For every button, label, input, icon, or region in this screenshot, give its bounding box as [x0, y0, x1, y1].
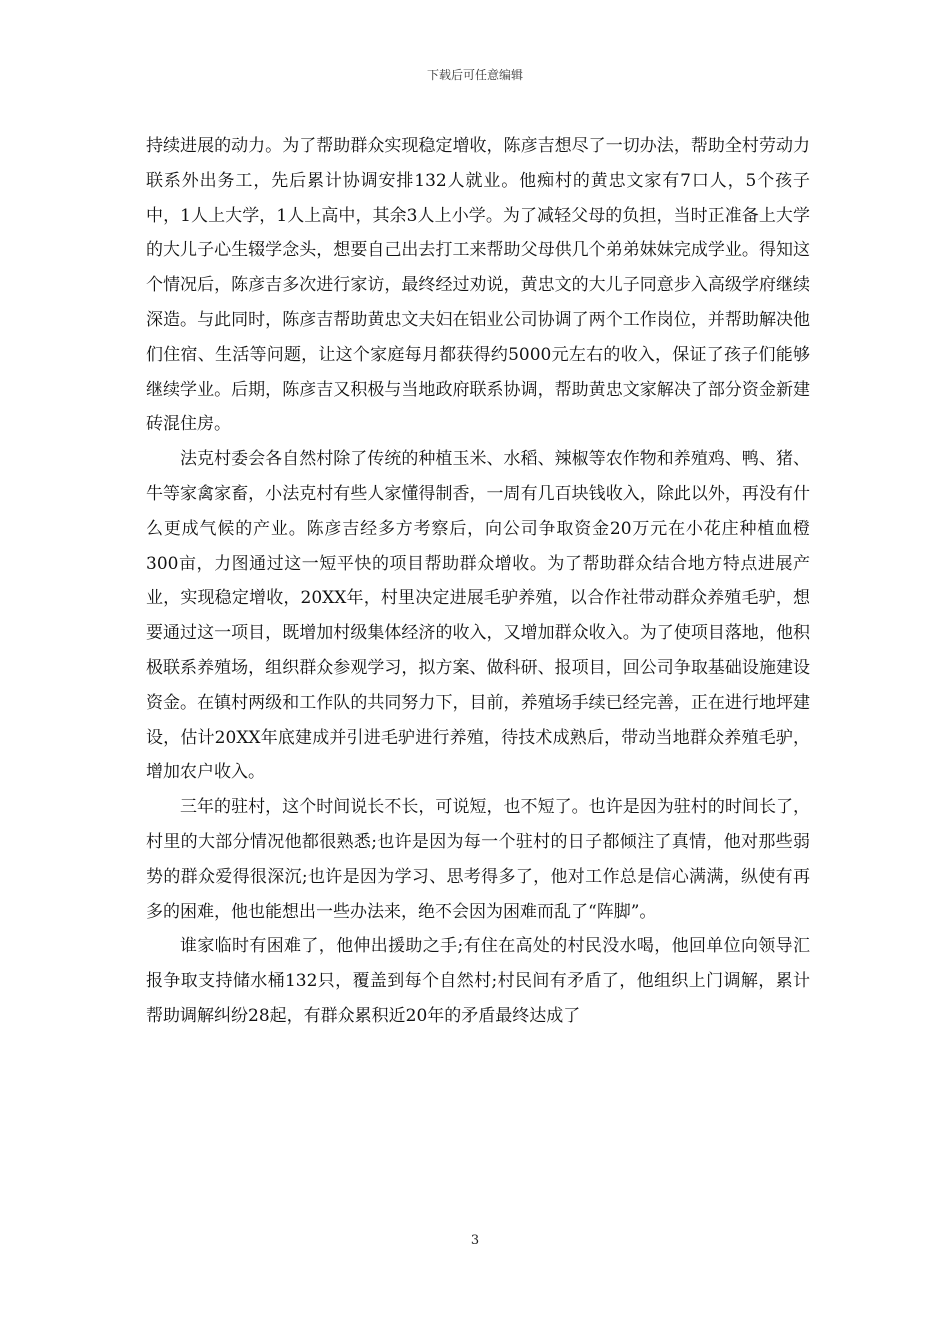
body-paragraph: 谁家临时有困难了，他伸出援助之手;有住在高处的村民没水喝，他回单位向领导汇报争取支持储水桶132只，覆盖到每个自然村;村民间有矛盾了，他组织上门调解，累计帮助调解纠纷28起，有群众累积近20年的矛盾最终达成了 [146, 936, 810, 1026]
page-number: 3 [470, 1233, 480, 1248]
body-paragraph: 法克村委会各自然村除了传统的种植玉米、水稻、辣椒等农作物和养殖鸡、鸭、猪、牛等家禽家畜，小法克村有些人家懂得制香，一周有几百块钱收入，除此以外，再没有什么更成气候的产业。陈彦吉经多方考察后，向公司争取资金20万元在小花庄种植血橙300亩，力图通过这一短平快的项目帮助群众增收。为了帮助群众结合地方特点进展产业，实现稳定增收，20XX年，村里决定进展毛驴养殖，以合作社带动群众养殖毛驴，想要通过这一项目，既增加村级集体经济的收入，又增加群众收入。为了使项目落地，他积极联系养殖场，组织群众参观学习，拟方案、做科研、报项目，回公司争取基础设施建设资金。在镇村两级和工作队的共同努力下，目前，养殖场手续已经完善，正在进行地坪建设，估计20XX年底建成并引进毛驴进行养殖，待技术成熟后，带动当地群众养殖毛驴，增加农户收入。 [146, 449, 810, 783]
body-paragraph: 三年的驻村，这个时间说长不长，可说短，也不短了。也许是因为驻村的时间长了，村里的大部分情况他都很熟悉;也许是因为每一个驻村的日子都倾注了真情，他对那些弱势的群众爱得很深沉;也许是因为学习、思考得多了，他对工作总是信心满满，纵使有再多的困难，他也能想出一些办法来，绝不会因为困难而乱了“阵脚”。 [146, 797, 810, 922]
document-body [146, 129, 810, 1034]
page-header: 下载后可任意编辑 [426, 68, 523, 82]
body-paragraph: 持续进展的动力。为了帮助群众实现稳定增收，陈彦吉想尽了一切办法，帮助全村劳动力联系外出务工，先后累计协调安排132人就业。他痴村的黄忠文家有7口人，5个孩子中，1人上大学，1人上高中，其余3人上小学。为了减轻父母的负担，当时正准备上大学的大儿子心生辍学念头，想要自己出去打工来帮助父母供几个弟弟妹妹完成学业。得知这个情况后，陈彦吉多次进行家访，最终经过劝说，黄忠文的大儿子同意步入高级学府继续深造。与此同时，陈彦吉帮助黄忠文夫妇在铝业公司协调了两个工作岗位，并帮助解决他们住宿、生活等问题，让这个家庭每月都获得约5000元左右的收入，保证了孩子们能够继续学业。后期，陈彦吉又积极与当地政府联系协调，帮助黄忠文家解决了部分资金新建砖混住房。 [146, 136, 810, 435]
